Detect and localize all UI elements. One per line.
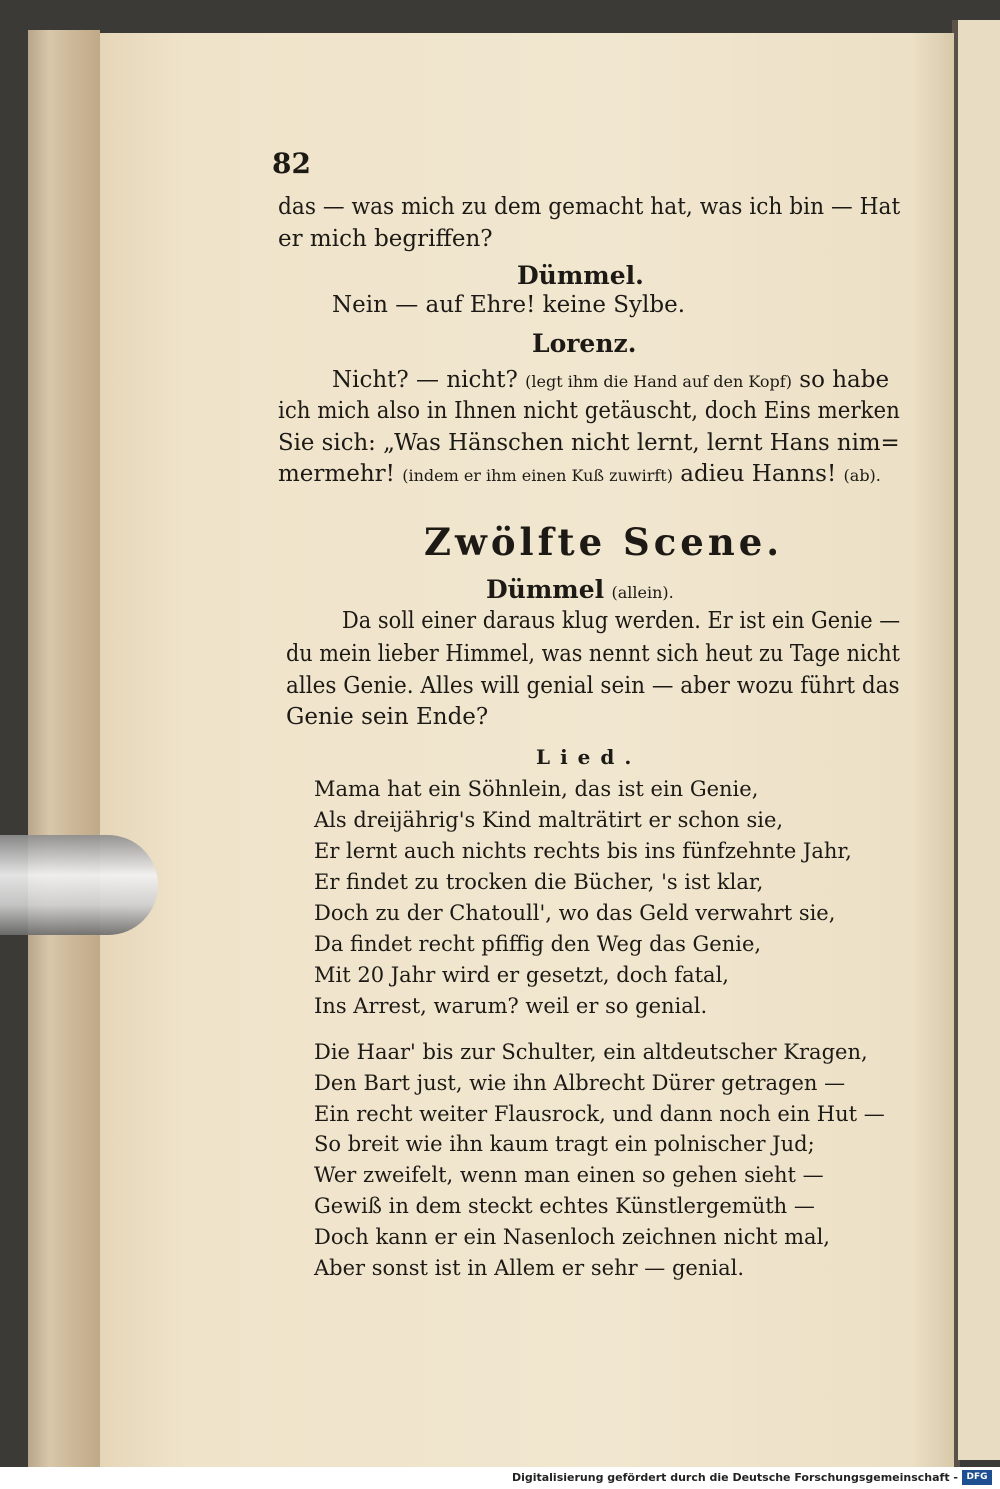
verse-line: So breit wie ihn kaum tragt ein polnischer Jud; (314, 1132, 815, 1156)
speaker-name: Dümmel (486, 575, 605, 604)
text-line: das — was mich zu dem gemacht hat, was ich bin — Hat (278, 194, 901, 220)
page-holder-clip (0, 835, 158, 935)
text-line (332, 369, 889, 392)
verse-line: Doch kann er ein Nasenloch zeichnen nicht mal, (314, 1225, 830, 1249)
speaker-name: Lorenz. (532, 329, 637, 358)
text-line: ich mich also in Ihnen nicht getäuscht, doch Eins merken (278, 398, 900, 424)
dfg-logo: DFG (962, 1470, 992, 1485)
text-line: Sie sich: „Was Hänschen nicht lernt, lernt Hans nim= (278, 430, 900, 456)
footer-credit: Digitalisierung gefördert durch die Deutsche Forschungsgemeinschaft - (511, 1471, 958, 1484)
verse-line: Den Bart just, wie ihn Albrecht Dürer getragen — (314, 1071, 846, 1095)
verse-line: Mama hat ein Söhnlein, das ist ein Genie, (314, 777, 759, 801)
verse-line: Wer zweifelt, wenn man einen so gehen sieht — (314, 1163, 824, 1187)
verse-line: Als dreijährig's Kind malträtirt er schon sie, (314, 808, 784, 832)
text-line: du mein lieber Himmel, was nennt sich heut zu Tage nicht (286, 641, 900, 667)
stage-direction: (allein). (611, 583, 674, 602)
verse-line: Ins Arrest, warum? weil er so genial. (314, 994, 708, 1018)
verse-line: Gewiß in dem steckt echtes Künstlergemüth — (314, 1194, 815, 1218)
text-line: er mich begriffen? (278, 226, 493, 252)
stage-direction: (ab). (843, 466, 881, 485)
dialogue-text: Nicht? — nicht? (332, 367, 518, 393)
text-line: Genie sein Ende? (286, 704, 489, 730)
verse-line: Mit 20 Jahr wird er gesetzt, doch fatal, (314, 963, 729, 987)
verse-line: Er lernt auch nichts rechts bis ins fünfzehnte Jahr, (314, 839, 852, 863)
verse-line: Doch zu der Chatoull', wo das Geld verwahrt sie, (314, 901, 836, 925)
facing-page (958, 20, 1000, 1460)
text-line: alles Genie. Alles will genial sein — aber wozu führt das (286, 673, 900, 699)
text-line: Nein — auf Ehre! keine Sylbe. (332, 292, 686, 318)
verse-line: Ein recht weiter Flausrock, und dann noch ein Hut — (314, 1102, 885, 1126)
speaker-name: Dümmel. (517, 261, 644, 290)
stage-direction: (indem er ihm einen Kuß zuwirft) (402, 466, 673, 485)
dialogue-text: adieu Hanns! (680, 461, 837, 487)
verse-line: Er findet zu trocken die Bücher, 's ist klar, (314, 870, 764, 894)
speaker-line (486, 577, 674, 603)
verse-line: Da findet recht pfiffig den Weg das Genie, (314, 932, 762, 956)
text-line (278, 463, 881, 486)
page-number: 82 (272, 147, 311, 180)
text-line: Da soll einer daraus klug werden. Er ist ein Genie — (342, 608, 901, 634)
scene-title: Zwölfte Scene. (424, 520, 784, 564)
dialogue-text: so habe (799, 367, 890, 393)
verse-line: Aber sonst ist in Allem er sehr — genial. (314, 1256, 745, 1280)
book-page-edges (28, 30, 100, 1475)
stage-direction: (legt ihm die Hand auf den Kopf) (525, 372, 792, 391)
verse-line: Die Haar' bis zur Schulter, ein altdeutscher Kragen, (314, 1040, 868, 1064)
song-title: Lied. (536, 745, 642, 769)
dialogue-text: mermehr! (278, 461, 395, 487)
